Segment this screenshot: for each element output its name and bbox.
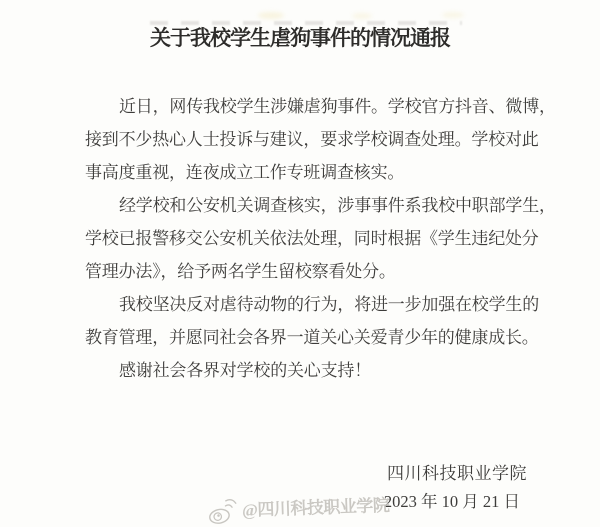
- paragraph-line: 管理办法》，给予两名学生留校察看处分。: [85, 262, 396, 281]
- paragraph: [85, 354, 565, 387]
- paragraph-line: 教育管理，并愿同社会各界一道关心关爱青少年的健康成长。: [85, 328, 539, 347]
- paragraph-line: 事高度重视，连夜成立工作专班调查核实。: [85, 163, 405, 182]
- document-body: [85, 90, 565, 387]
- weibo-logo-icon: [204, 495, 241, 527]
- paragraph-line: 经学校和公安机关调查核实，涉事事件系我校中职部学生，: [119, 196, 556, 215]
- paragraph: [85, 288, 565, 354]
- watermark-text: @四川科技职业学院: [241, 495, 390, 520]
- signature-line: 四川科技职业学院: [387, 464, 527, 483]
- notice-title: 关于我校学生虐狗事件的情况通报: [150, 26, 450, 50]
- paragraph: [85, 189, 565, 288]
- date-line: 2023 年 10 月 21 日: [383, 492, 520, 511]
- paragraph-line: 我校坚决反对虐待动物的行为，将进一步加强在校学生的: [119, 295, 539, 314]
- paragraph-line: 学校已报警移交公安机关依法处理，同时根据《学生违纪处分: [85, 229, 539, 248]
- stain-spot: [258, 12, 284, 19]
- paragraph-line: 感谢社会各界对学校的关心支持！: [119, 361, 371, 380]
- paragraph-line: 接到不少热心人士投诉与建议，要求学校调查处理。学校对此: [85, 130, 539, 149]
- paragraph: [85, 90, 565, 189]
- weibo-watermark: [206, 490, 390, 523]
- stain-spot: [442, 12, 464, 18]
- paragraph-line: 近日，网传我校学生涉嫌虐狗事件。学校官方抖音、微博，: [119, 97, 556, 116]
- stain-spot: [352, 13, 372, 19]
